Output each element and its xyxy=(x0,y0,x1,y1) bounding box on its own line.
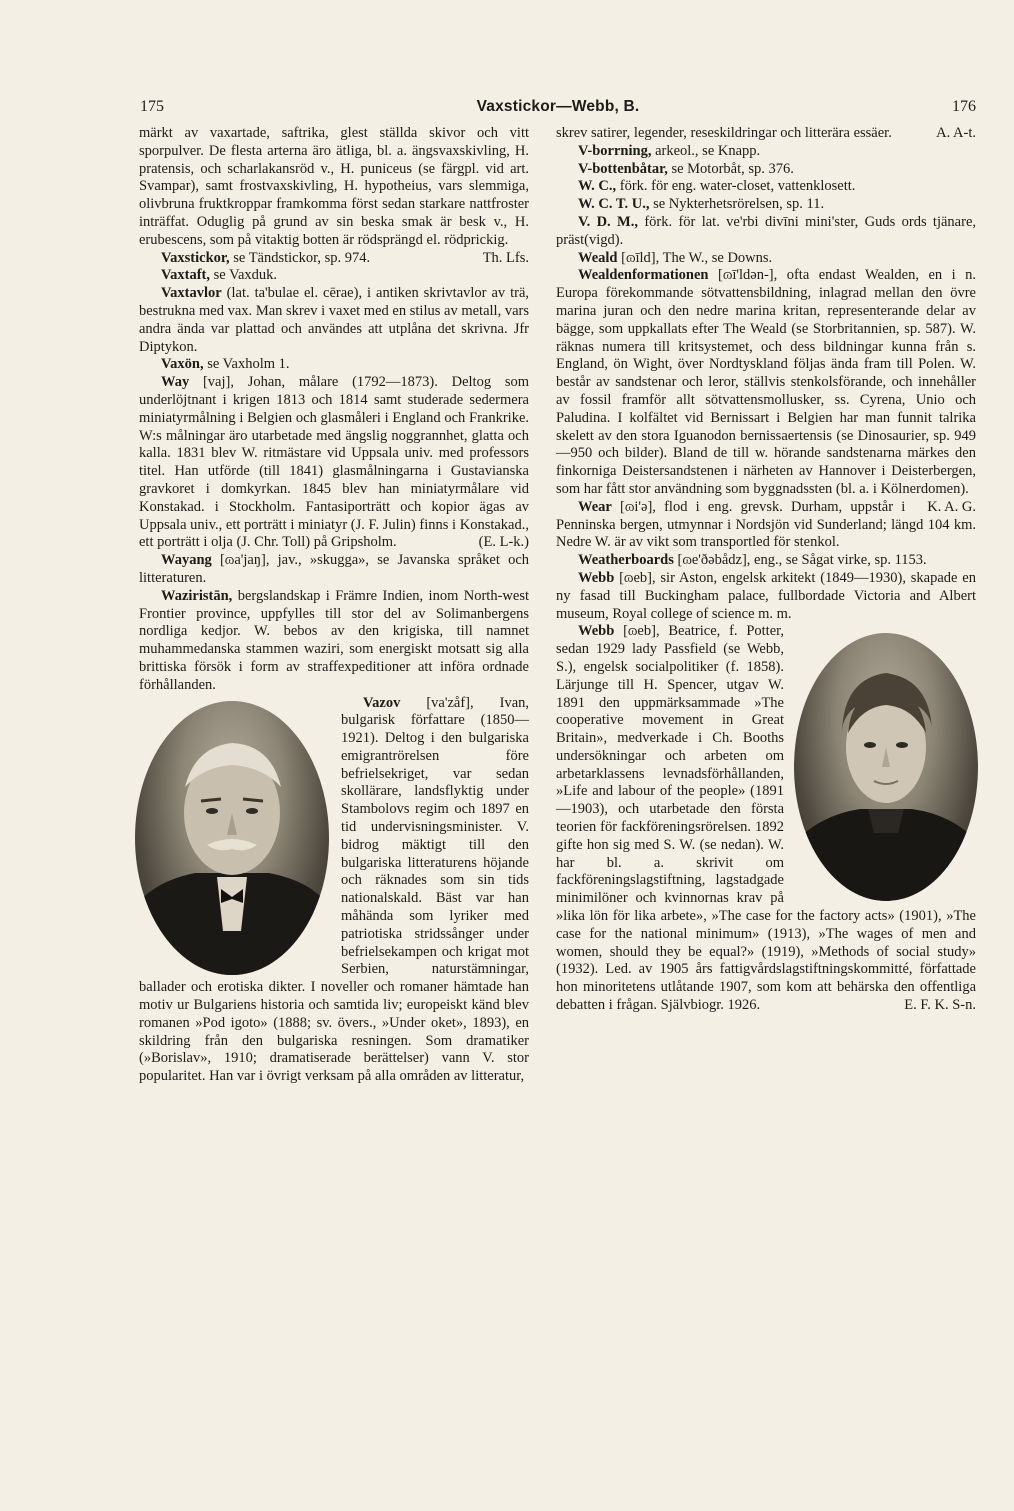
entry-headword: Wayang xyxy=(161,552,212,569)
entry-v-bottenbatar xyxy=(556,161,976,179)
entry-headword: V. D. M., xyxy=(578,213,638,230)
entry-headword: Way xyxy=(161,374,190,391)
entry-headword: W. C. T. U., xyxy=(578,196,650,213)
entry-headword: V-borrning, xyxy=(578,142,652,159)
entry-text: [ɷeb], Beatrice, f. Potter, sedan 1929 lady Passfield (se Webb, S.), engelsk socialpolitiker (f. 1858). Lärjunge till H. Spencer, utgav W. 1891 den uppmärksammade »The cooperative movement in Great Britain», medverkade i Ch. Booths undersökningar och arbeten om arbetarklassens levnadsförhållanden, »Life and labour of the people» (1891—1903), och utarbetade den första teorien för fackföreningsrörelsen. 1892 gifte hon sig med S. W. (se nedan). W. har bl. a. skrivit om fackföreningslagstiftning, lagstadgade minimilöner och kvinnornas krav på »lika lön för lika arbete», »The case for the factory acts» (1901), »The case for the national minimum» (1913), »The wages of men and women, should they be equal?» (1919), »Methods of social study» (1932). Led. av 1905 års fattigvårdslagstiftningskommitté, författade hon minoritetens utlåtande 1907, som kom att behärska den offentliga debatten i frågan. Självbiogr. 1926. xyxy=(556,623,976,1014)
author-signature: K. A. G. xyxy=(927,498,976,515)
author-signature: (E. L-k.) xyxy=(478,534,529,551)
running-head xyxy=(140,98,976,122)
entry-wayang xyxy=(139,552,529,588)
author-signature: Th. Lfs. xyxy=(482,249,529,266)
author-signature: A. A-t. xyxy=(936,125,976,141)
entry-vaxtavlor xyxy=(139,285,529,356)
portrait-beatrice-webb-image xyxy=(794,633,978,901)
entry-headword: Vaxön, xyxy=(161,356,204,373)
entry-text: förk. för lat. ve'rbi divīni mini'ster, Guds ords tjänare, präst(vigd). xyxy=(556,213,977,248)
author-signature: E. F. K. S-n. xyxy=(904,997,976,1014)
entry-vaxon xyxy=(139,356,529,374)
entry-vaxtaft xyxy=(139,267,529,285)
entry-text: [ɷeb], sir Aston, engelsk arkitekt (1849—1930), skapade en ny fasad till Buckingham palace, fullbordade Victoria and Albert museum, Royal college of science m. m. xyxy=(556,569,976,622)
entry-headword: Webb xyxy=(578,623,615,640)
portrait-vazov-drawing xyxy=(135,701,329,975)
entry-wc xyxy=(556,178,976,196)
entry-text: [ɷe'ðəbådz], eng., se Sågat virke, sp. 1153. xyxy=(677,552,927,569)
entry-headword: W. C., xyxy=(578,178,617,195)
entry-v-borrning xyxy=(556,143,976,161)
entry-webb-aston xyxy=(556,570,976,623)
portrait-webb-drawing xyxy=(794,633,978,901)
entry-weatherboards xyxy=(556,552,976,570)
entry-text: [ɷi'ə], flod i eng. grevsk. Durham, uppstår i Penninska bergen, utmynnar i Nordsjön vid Sunderland; längd 104 km. Nedre W. är av vikt som transportled för stenkol. xyxy=(556,498,976,551)
entry-text: [ɷīld], The W., se Downs. xyxy=(621,249,773,266)
portrait-vazov-image xyxy=(135,701,329,975)
right-column xyxy=(556,125,976,1015)
entry-waziristan xyxy=(139,588,529,695)
entry-headword: Weald xyxy=(578,249,618,266)
entry-vazov-continued xyxy=(556,125,976,143)
entry-text: se Tändstickor, sp. 974. xyxy=(233,249,371,266)
entry-way xyxy=(139,374,529,552)
entry-headword: Vaxtavlor xyxy=(161,285,222,302)
entry-text: se Vaxholm 1. xyxy=(207,356,290,373)
entry-text: märkt av vaxartade, saftrika, glest ställda skivor och vitt sporpulver. De flesta arterna äro ätliga, bl. a. ängsvaxskivling, H. pratensis, och scharlakansröd v., H. puniceus (se färgpl. vid art. Svampar), samt frostvaxskivling, H. hypotheius, vars slemmiga, olivbruna fruktkroppar framkomma först sedan starkare nattfroster inträffat. Oduglig på grund av sin beska smak är besk v., H. erubescens, som på vitaktig botten är rödsprängd el. rödprickig. xyxy=(139,125,529,248)
entry-headword: Vaxstickor, xyxy=(161,249,230,266)
left-column xyxy=(139,125,529,1086)
entry-text: se Nykterhetsrörelsen, sp. 11. xyxy=(653,196,825,213)
entry-weald xyxy=(556,250,976,268)
entry-headword: Wealdenformationen xyxy=(578,267,709,284)
entry-text: skrev satirer, legender, reseskildringar och litterära essäer. xyxy=(556,125,892,141)
entry-vaxstickor xyxy=(139,250,529,268)
entry-text: se Motorbåt, sp. 376. xyxy=(671,160,794,177)
page-title: Vaxstickor—Webb, B. xyxy=(476,98,640,115)
entry-text: [va'zåf], Ivan, bulgarisk författare (1850—1921). Deltog i den bulgariska emigrantrörelsen före befrielsekriget, var sedan skollärare, landsflyktig under Stambolovs regim och 1897 en tid undervisningsminister. V. bidrog mäktigt till den bulgariska litteraturens höjande och räknades som sin tids nationalskald. Bäst var han måhända som lyriker med patriotiska stridssånger under befrielsekampen och krigat mot Serbien, naturstämningar, ballader och erotiska dikter. I noveller och romaner hämtade han motiv ur Bulgariens historia och samtida liv; europeiskt känd blev romanen »Pod igoto» (1888; sv. övers., »Under oket», 1893), en skildring från den bulgariska resningen. Som dramatiker (»Borislav», 1910; dramatiserade berättelser) vann V. stor popularitet. Han var i övrigt verksam på alla områden av litteratur, xyxy=(139,694,529,1085)
entry-headword: Vaxtaft, xyxy=(161,267,211,284)
entry-text: se Vaxduk. xyxy=(213,267,278,284)
entry-wctu xyxy=(556,196,976,214)
page-number-left: 175 xyxy=(140,98,164,115)
entry-headword: V-bottenbåtar, xyxy=(578,160,668,177)
entry-text: bergslandskap i Främre Indien, inom North-west Frontier province, uppfylles till stor del av Solimanbergens nordliga kedjor. W. bebos av den krigiska, till namnet muhammedanska stammen waziri, som energiskt motsatt sig alla brittiska försök i form av straffexpeditioner att införa ordnade förhållanden. xyxy=(139,587,529,693)
entry-text: förk. för eng. water-closet, vattenklosett. xyxy=(619,178,856,195)
entry-headword: Wear xyxy=(578,498,612,515)
entry-headword: Waziristān, xyxy=(161,587,233,604)
page-number-right: 176 xyxy=(952,98,976,115)
entry-headword: Webb xyxy=(578,569,615,586)
entry-headword: Weatherboards xyxy=(578,552,674,569)
entry-headword: Vazov xyxy=(363,694,401,711)
entry-text: [ɷī'ldən-], ofta endast Wealden, en i n. Europa förekommande sötvattensbildning, inlagrad mellan den övre marina juran och den nedre marina kritan, representerande delar av bägge, som uppkallats efter The Weald (se Storbritannien, sp. 587). W. räknas numera till kritsystemet, och dess bildningar kunna från s. England, ön Wight, över Nordtyskland följas ända fram till Polen. W. består av sandstenar och leror, ställvis stenkolsförande, och innehåller av fossil framför allt sötvattensmollusker, ss. Cyrena, Unio och Paludina. I kolfältet vid Bernissart i Belgien har man funnit talrika skelett av den stora Iguanodon bernissaertensis (se Dinosaurier, sp. 949—950 och bilder). Bland de till w. hörande sandstenarna märkes den finkorniga Deistersandstenen i närheten av Hannover i Deisterbergen, som har fått stor användning som byggnadssten (bl. a. i Kölnerdomen). xyxy=(556,267,976,497)
entry-text: [vaj], Johan, målare (1792—1873). Deltog som underlöjtnant i krigen 1813 och 1814 samt studerade sedermera miniatyrmålning i Belgien och glasmåleri i England och Frankrike. W:s målningar äro utarbetade med ängslig noggrannhet, glatta och kalla. 1831 blev W. ritmästare vid Uppsala univ. med professors titel. Han utförde (till 1841) glasmålningarna i Gustavianska gravkoret i domkyrkan. 1845 blev han miniatyrmålare vid Konstakad. i Stockholm. Fantasiporträtt och kopior ägas av Uppsala univ., ett porträtt i miniatyr (J. F. Julin) finns i Konstakad., ett porträtt i olja (J. Chr. Toll) på Gripsholm. xyxy=(139,374,530,551)
entry-vdm xyxy=(556,214,976,250)
entry-text: [ɷa'jaŋ], jav., »skugga», se Javanska språket och litteraturen. xyxy=(139,552,530,586)
entry-text: arkeol., se Knapp. xyxy=(655,142,761,159)
entry-text: (lat. ta'bulae el. cērae), i antiken skrivtavlor av trä, bestrukna med vax. Man skrev i vaxet med en stilus av metall, vars andra ända var plattad och användes att utplåna det skrivna. Jfr Diptykon. xyxy=(139,285,530,355)
